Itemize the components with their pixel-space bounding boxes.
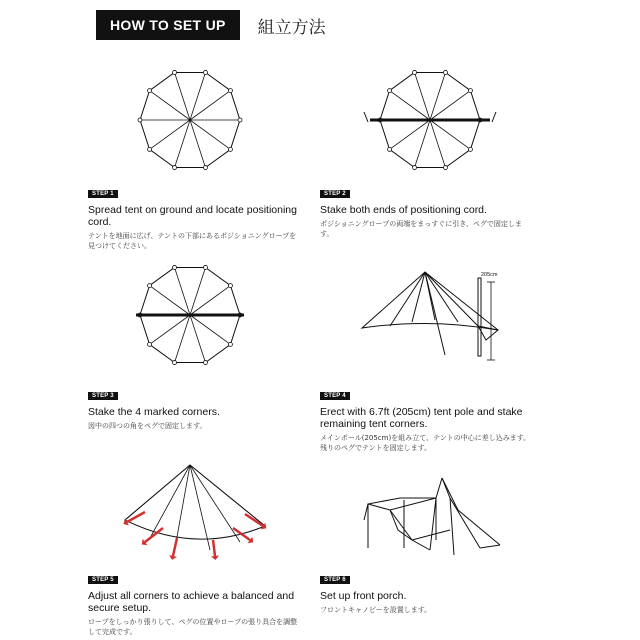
step6-title: Set up front porch. [320, 590, 407, 602]
corner-loop [238, 118, 242, 122]
corner-loop [468, 89, 472, 93]
tension-arrow [142, 528, 163, 545]
tension-arrow [211, 540, 219, 560]
corner-loop [228, 147, 232, 151]
step1-tent-diagram [130, 60, 250, 180]
corner-loop [203, 265, 207, 269]
step1-text [88, 182, 303, 251]
step5-desc: ロープをしっかり張りして、ペグの位置やロープの張り具合を調整して完成です。 [88, 618, 298, 636]
step2-title: Stake both ends of positioning cord. [320, 204, 487, 216]
step5-tent-diagram [115, 460, 275, 560]
corner-loop [138, 118, 142, 122]
step2-badge: STEP 2 [320, 190, 350, 198]
step6-text [320, 568, 535, 615]
step6-porch-diagram [350, 470, 520, 560]
step1-title: Spread tent on ground and locate positioning cord. [88, 204, 297, 228]
corner-loop [388, 89, 392, 93]
corner-loop [148, 147, 152, 151]
corner-loop [173, 361, 177, 365]
step5-badge: STEP 5 [88, 576, 118, 584]
corner-loop [228, 342, 232, 346]
corner-loop [148, 284, 152, 288]
corner-loop [148, 89, 152, 93]
step3-text [88, 384, 303, 431]
step4-badge: STEP 4 [320, 392, 350, 400]
corner-loop [203, 361, 207, 365]
step3-badge: STEP 3 [88, 392, 118, 400]
corner-loop [173, 70, 177, 74]
step4-pole-diagram [350, 260, 520, 370]
step4-desc: メインポール(205cm)を組み立て、テントの中心に差し込みます。残りのペグでテントを固定します。 [320, 434, 531, 452]
corner-loop [413, 70, 417, 74]
tension-arrow [245, 514, 266, 529]
corner-loop [173, 265, 177, 269]
pole-height-label: 205cm [481, 272, 498, 278]
step2-desc: ポジショニングロープの両端をまっすぐに引き、ペグで固定します。 [320, 220, 522, 238]
step5-title: Adjust all corners to achieve a balanced and secure setup. [88, 590, 295, 614]
step6-badge: STEP 6 [320, 576, 350, 584]
corner-loop [228, 89, 232, 93]
step3-tent-diagram [130, 255, 250, 375]
step6-desc: フロントキャノピーを設置します。 [320, 606, 432, 614]
step3-desc: 図中の四つの角をペグで固定します。 [88, 422, 207, 430]
step5-text [88, 568, 303, 637]
corner-loop [443, 166, 447, 170]
tension-arrow [169, 538, 177, 560]
corner-loop [468, 147, 472, 151]
corner-loop [203, 166, 207, 170]
step4-title: Erect with 6.7ft (205cm) tent pole and stake remaining tent corners. [320, 406, 523, 430]
corner-loop [228, 284, 232, 288]
corner-loop [173, 166, 177, 170]
step4-text [320, 384, 535, 453]
header [96, 10, 326, 40]
corner-loop [203, 70, 207, 74]
step1-badge: STEP 1 [88, 190, 118, 198]
step3-title: Stake the 4 marked corners. [88, 406, 220, 418]
step2-text [320, 182, 535, 239]
step2-tent-diagram [360, 60, 500, 180]
header-japanese-title: 組立方法 [257, 17, 326, 38]
how-to-set-up-badge: HOW TO SET UP [96, 10, 240, 40]
corner-loop [443, 70, 447, 74]
corner-loop [413, 166, 417, 170]
step1-desc: テントを地面に広げ、テントの下部にあるポジショニングロープを見つけてください。 [88, 232, 297, 250]
corner-loop [148, 342, 152, 346]
corner-loop [388, 147, 392, 151]
